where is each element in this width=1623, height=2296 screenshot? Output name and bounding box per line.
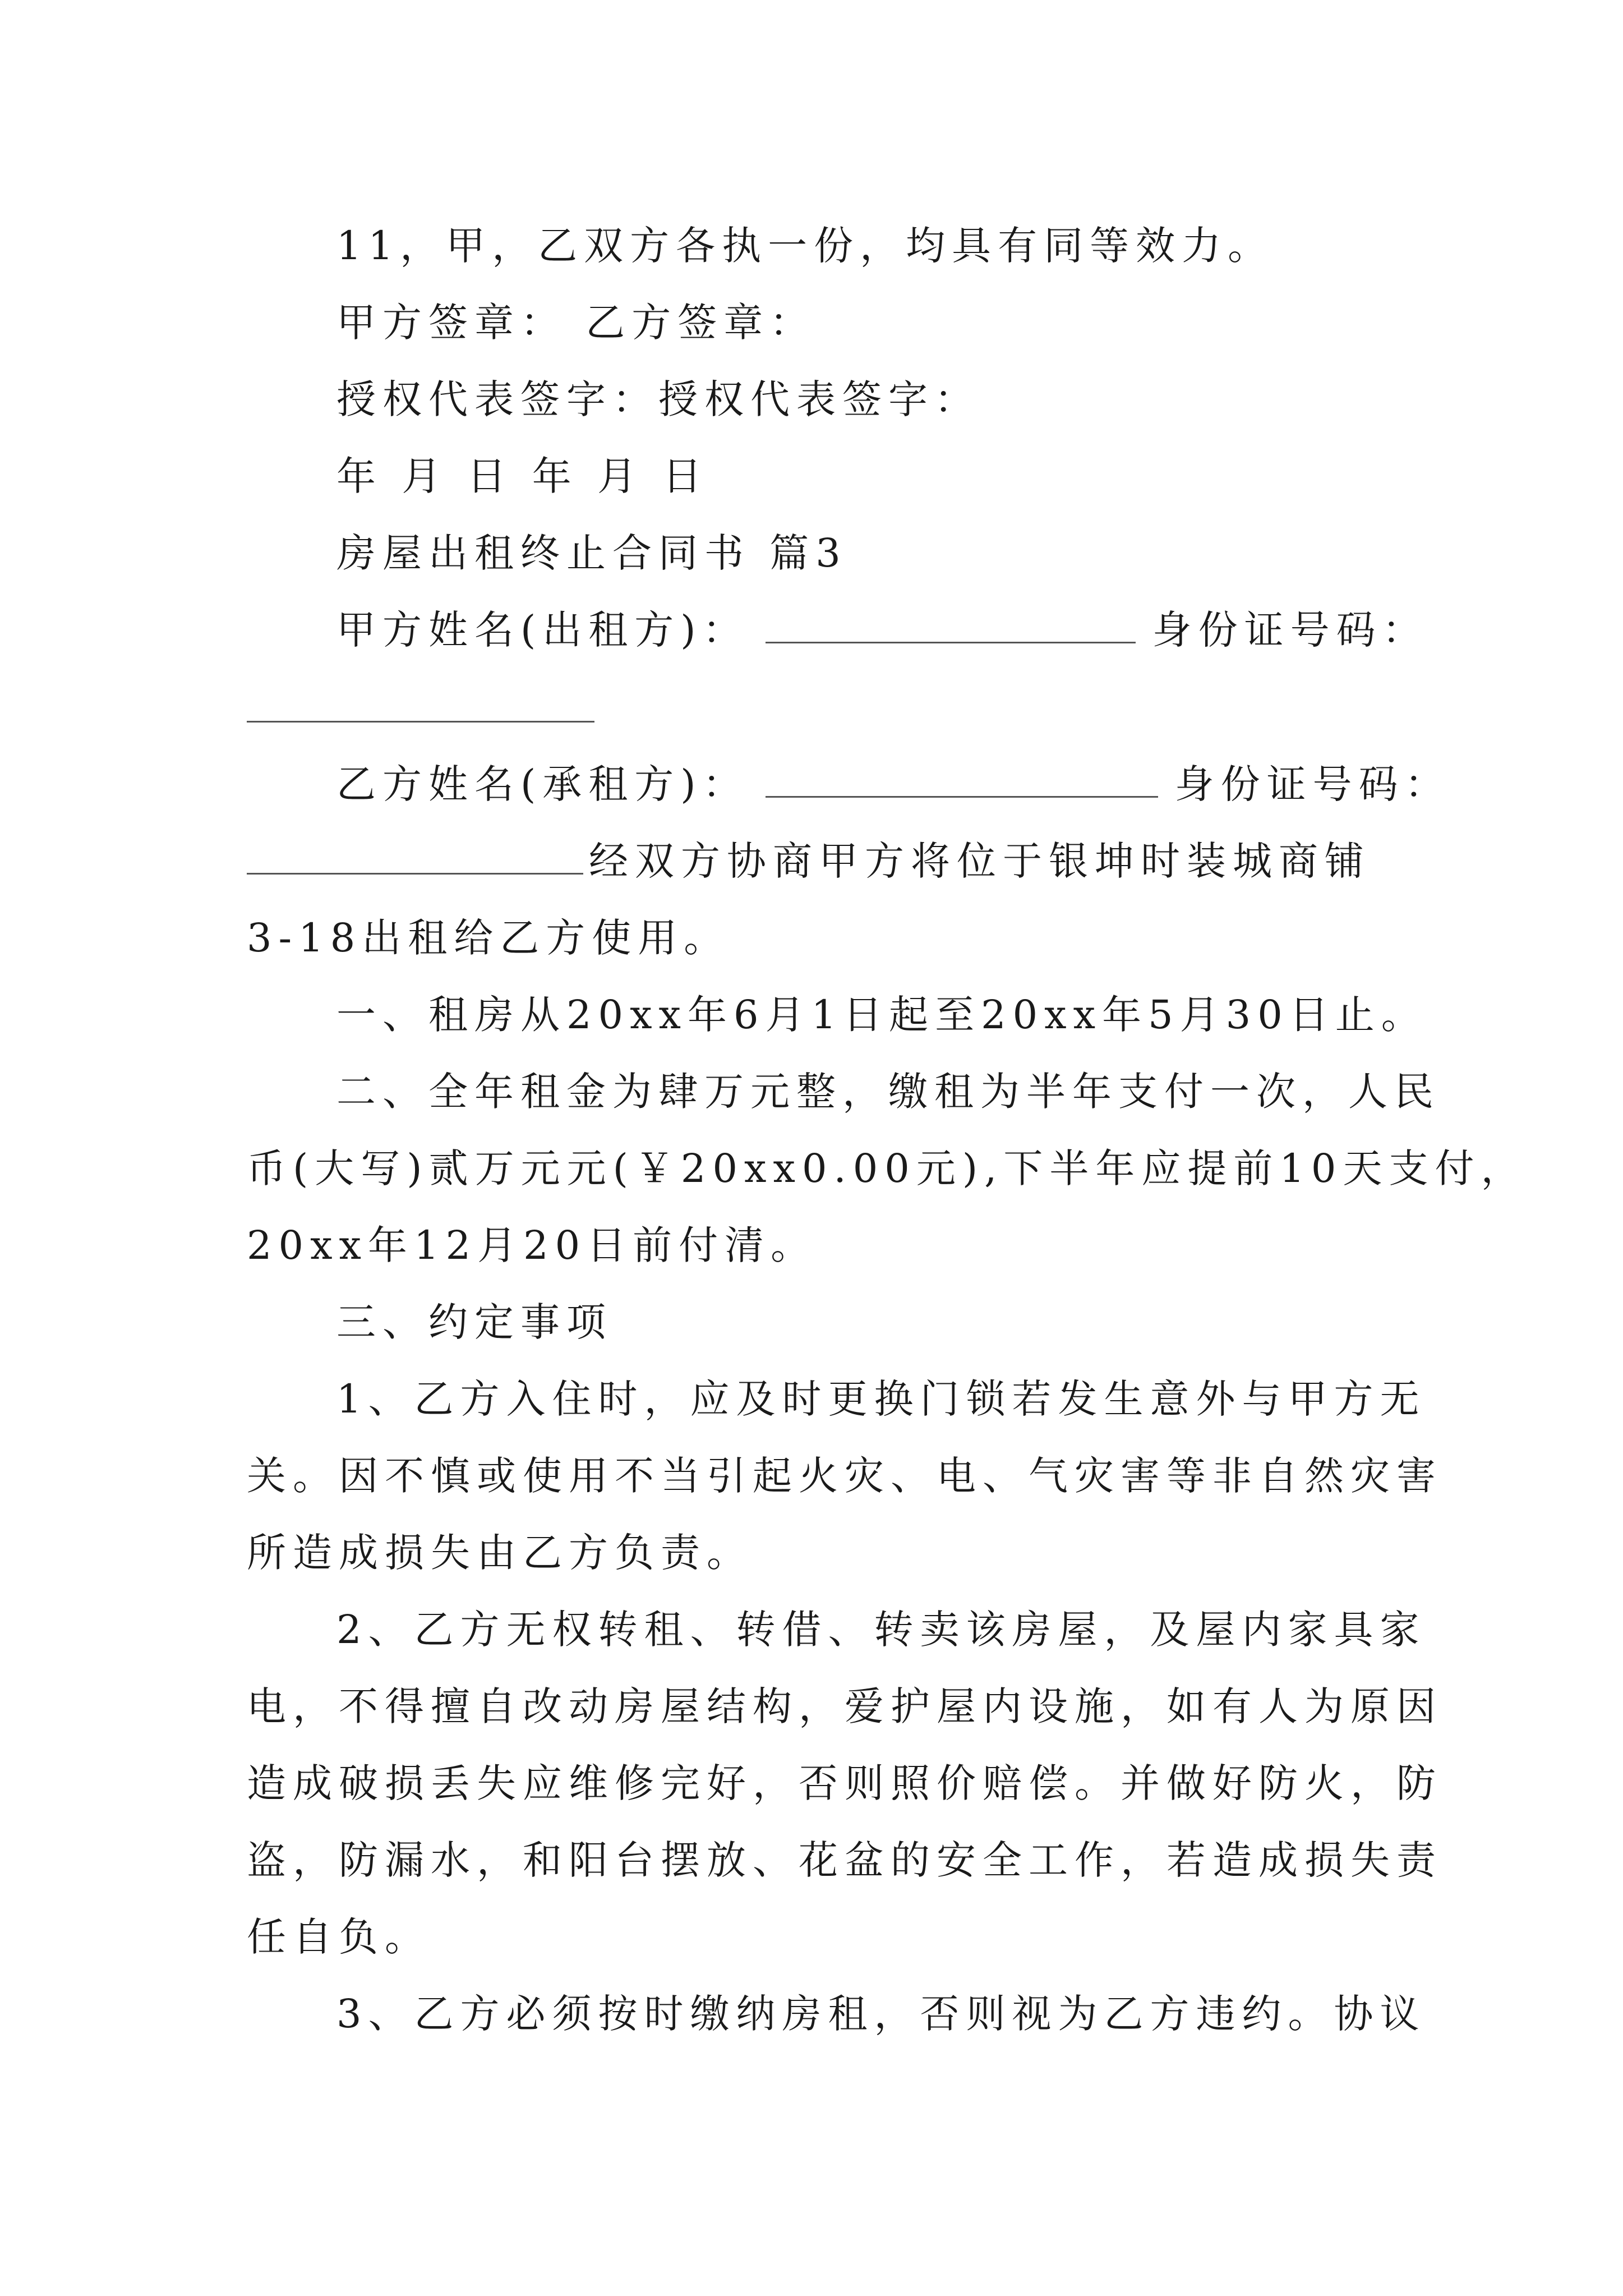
section-heading: 房屋出租终止合同书 篇3	[336, 530, 847, 576]
party-b-name-blank	[766, 762, 1158, 798]
party-b-id-label: 身份证号码：	[1174, 761, 1451, 807]
party-a-id-blank	[247, 721, 594, 723]
rent-line-2: 币(大写)贰万元元(￥20xx0.00元),下半年应提前10天支付，	[247, 1145, 1527, 1191]
term-1-line-3: 所造成损失由乙方负责。	[247, 1530, 753, 1576]
party-b-label: 乙方姓名(承租方)：	[336, 761, 749, 807]
party-a-label: 甲方姓名(出租方)：	[336, 607, 749, 653]
date-line: 年 月 日 年 月 日	[336, 453, 709, 499]
shop-number-line: 3-18出租给乙方使用。	[247, 915, 730, 961]
agreement-line	[247, 834, 1371, 888]
signature-party-line: 甲方签章： 乙方签章：	[336, 300, 816, 346]
term-2-line-4: 盗，防漏水，和阳台摆放、花盆的安全工作，若造成损失责	[247, 1837, 1442, 1883]
term-2-line-2: 电，不得擅自改动房屋结构，爱护屋内设施，如有人为原因	[247, 1683, 1442, 1729]
party-a-name-line	[336, 603, 1428, 657]
party-b-name-line	[336, 757, 1451, 811]
term-2-line-1: 2、乙方无权转租、转借、转卖该房屋，及屋内家具家	[336, 1607, 1426, 1653]
rent-line-1: 二、全年租金为肆万元整，缴租为半年支付一次，人民	[336, 1069, 1440, 1115]
term-1-line-1: 1、乙方入住时，应及时更换门锁若发生意外与甲方无	[336, 1376, 1426, 1422]
authorized-rep-line: 授权代表签字：授权代表签字：	[336, 376, 980, 422]
party-a-name-blank	[766, 608, 1136, 643]
term-2-line-5: 任自负。	[247, 1914, 431, 1960]
term-2-line-3: 造成破损丢失应维修完好，否则照价赔偿。并做好防火，防	[247, 1760, 1442, 1806]
term-3-line-1: 3、乙方必须按时缴纳房租，否则视为乙方违约。协议	[336, 1991, 1426, 2037]
rent-line-3: 20xx年12月20日前付清。	[247, 1222, 817, 1268]
agreement-text: 经双方协商甲方将位于银坤时装城商铺	[589, 838, 1371, 884]
term-1-line-2: 关。因不慎或使用不当引起火灾、电、气灾害等非自然灾害	[247, 1453, 1442, 1499]
party-a-id-label: 身份证号码：	[1152, 607, 1428, 653]
lease-period: 一、租房从20xx年6月1日起至20xx年5月30日止。	[336, 992, 1427, 1038]
party-b-id-blank	[247, 839, 583, 875]
terms-heading: 三、约定事项	[336, 1299, 612, 1345]
clause-11: 11，甲，乙双方各执一份，均具有同等效力。	[336, 223, 1274, 269]
